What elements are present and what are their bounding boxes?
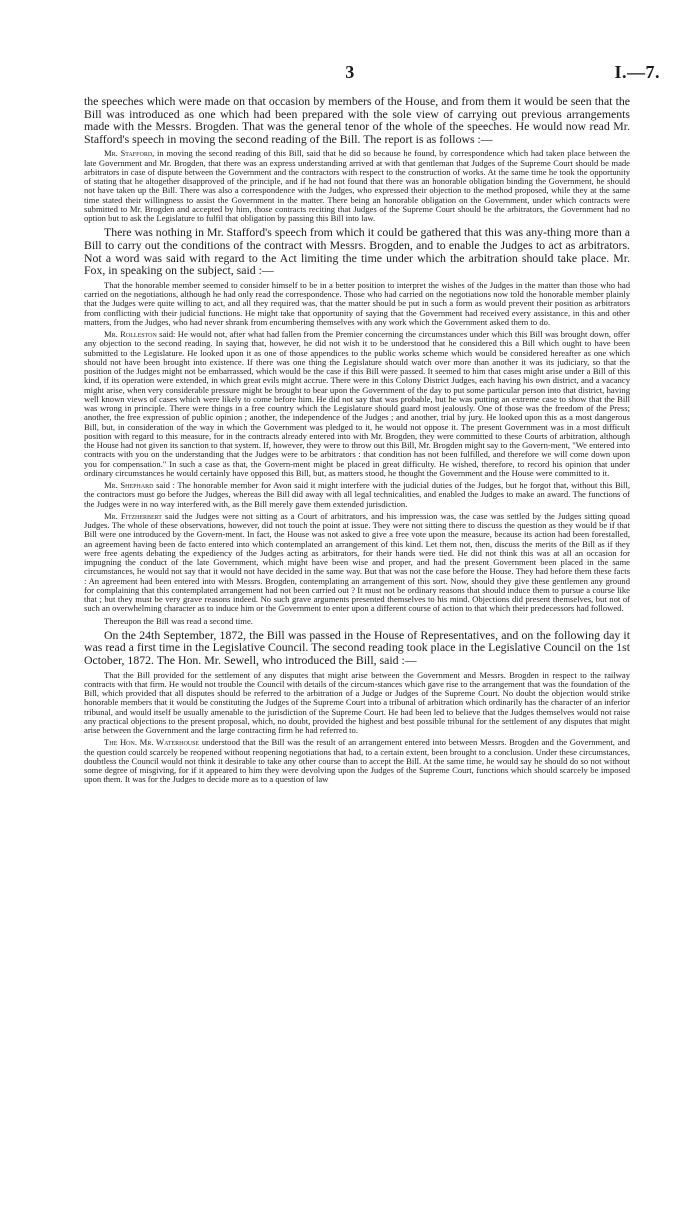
quoted-paragraph: That the honorable member seemed to consider himself to be in a better position to interpret the wishes of the Judges in the matter than those who had carried on the negotiations, although he had only read the correspondence. Those who had carried on the negotiations now told the honorable member plainly that the Judges were quite willing to act, and all they required was, that the matter should be put in such a form as would prevent their position as arbitrators from conflicting with their judicial functions. He might take that opportunity of saying that the Government had received every assistance, in this and other matters, from the Judges, who had never shrank from encumbering themselves with any work which the Government asked them to do. — [84, 279, 630, 327]
speaker-name: Mr. Shephard — [104, 480, 154, 490]
quoted-paragraph — [84, 149, 630, 223]
paragraph-text: said: He would not, after what had fallen from the Premier concerning the circumstances under which this Bill was brought down, offer any objection to the second reading. In saying that, however, he did not wish it to be understood that he considered this a Bill which ought to have been submitted to the Legislature. He looked upon it as one of those appendices to the public works scheme which would be considered hereafter as one which should not have been brought into existence. If there was one thing the Legislature should watch over more than another it was its judiciary, so that the position of the Judges might not be embarrassed, which would be the case if this Bill were passed. It seemed to him that cases might arise under a Bill of this kind, if its operation were extended, in which great evils might accrue. There were in this Colony District Judges, each having his own district, and a vacancy might arise, when very considerable pressure might be brought to bear upon the Government of the day to put some particular person into that district, having well known views of cases which were likely to come before him. He did not say that was probable, but he was putting an extreme case to show that the Bill was wrong in principle. There were things in a free country which the Legislature should guard most jealously. One of those was the freedom of the Press; another, the free expression of public opinion ; another, the independence of the Judges ; and another, trial by jury. He looked upon this as a most dangerous Bill, but, in consideration of the way in which the Government was pledged to it, he would not oppose it. The present Government was in a most difficult position with regard to this measure, for in the contracts already entered into with Mr. Brogden, they were committed to these Courts of arbitration, although the House had not given its sanction to that system. If, however, they were to throw out this Bill, Mr. Brogden might say to the Govern-ment, "We entered into contracts with you on the understanding that the Judges were to be arbitrators : that condition has not been fulfilled, and therefore we will come down upon you for compensation." In such a case as that, the Govern-ment might be placed in great difficulty. He wished, therefore, to record his opinion that under ordinary circumstances he would certainly have opposed this Bill, but, as matters stood, he thought the Government and the House were committed to it. — [84, 329, 630, 478]
quoted-paragraph — [84, 481, 630, 509]
paragraph-text: understood that the Bill was the result of an arrangement entered into between Messrs. Brogden and the Government, and the question could scarcely be reopened without reopening negotiations that had, to a certain extent, been brought to a conclusion. Under these circumstances, doubtless the Council would not think it desirable to take any other course than to accept the Bill. At the same time, he would say he should do so not without some degree of misgiving, for if it appeared to him they were devolving upon the Judges of the Supreme Court, functions which should scarcely be imposed upon them. It was for the Judges to decide more as to a question of law — [84, 737, 630, 785]
speaker-name: The Hon. Mr. Waterhouse — [104, 737, 200, 748]
quoted-paragraph: That the Bill provided for the settlement of any disputes that might arise between the Government and Messrs. Brogden in respect to the railway contracts with that firm. He would not trouble the Council with details of the circum-stances which gave rise to the arrangement that was the foundation of the Bill, which provided that all disputes should be referred to the arbitration of a Judge or Judges of the Supreme Court. No doubt the objection would strike honorable members that it would be constituting the Judges of the Supreme Court into a tribunal of arbitration which ordinarily has the character of an inferior tribunal, and would itself be usually amenable to the jurisdiction of the Supreme Court. He had been led to believe that the Judges themselves would not raise any practical objections to the present proposal, which, no doubt, provided the highest and best possible tribunal for the settlement of any disputes that might arise between the Government and the large contracting firm he had referred to. — [84, 669, 630, 736]
speaker-name: Mr. Rolleston — [104, 329, 157, 339]
document-body — [84, 95, 630, 788]
page-number: 3 — [345, 62, 355, 82]
document-reference: I.—7. — [614, 62, 660, 82]
paragraph-text: said the Judges were not sitting as a Court of arbitrators, and his impression was, the case was settled by the Judges sitting quoad Judges. The whole of these observations, however, did not touch the point at issue. They were not sitting there to discuss the question as they would be if that Bill were one introduced by the Govern-ment. In fact, the House was not asked to give a free vote upon the measure, because its action had been forestalled, an agreement having been de facto entered into which contemplated an arrangement of this kind. Let them not, then, discuss the merits of the Bill as if they were free agents debating the expediency of the Judges acting as arbitrators, for their hands were tied. He did not think this was at all an occasion for impugning the conduct of the late Government, which might have been wise and proper, and had the present Government been placed in the same circumstances, he would not say that it would not have decided in the same way. But that was not the case before the House. They had before them these facts : An agreement had been entered into with Messrs. Brogden, contemplating an arrangement of this sort. Now, should they give these gentlemen any ground for complaining that this contemplated arrangement had not been carried out ? It must not be ordinary reasons that should induce them to pursue a course like that ; but they must be very grave reasons indeed. No such grave arguments presented themselves to his mind. Objections did present themselves, but not of such an overwhelming character as to induce him or the Government to enter upon a different course of action to that which their predecessors had followed. — [84, 510, 630, 614]
quoted-paragraph — [84, 512, 630, 614]
paragraph: On the 24th September, 1872, the Bill was passed in the House of Representatives, and on the following day it was read a first time in the Legislative Council. The second reading took place in the Legislative Council on the 1st October, 1872. The Hon. Mr. Sewell, who introduced the Bill, said :— — [84, 627, 630, 667]
paragraph: There was nothing in Mr. Stafford's speech from which it could be gathered that this was any-thing more than a Bill to carry out the conditions of the contract with Messrs. Brogden, and to enable the Judges to act as arbitrators. Not a word was said with regard to the Act limiting the time under which the arbitration should take place. Mr. Fox, in speaking on the subject, said :— — [84, 225, 630, 278]
speaker-name: Mr. Stafford — [104, 148, 153, 159]
quoted-paragraph: Thereupon the Bill was read a second time. — [104, 615, 253, 626]
paragraph-text: said : The honorable member for Avon said it might interfere with the judicial duties of the Judges, but he forgot that, without this Bill, the contractors must go before the Judges, whereas the Bill did away with all legal technicalities, and enabled the Judges to make an award. The functions of the Judges were in no way interfered with, as the Bill merely gave them extended jurisdiction. — [84, 480, 630, 509]
speaker-name: Mr. Fitzherbert — [104, 510, 162, 521]
paragraph: the speeches which were made on that occasion by members of the House, and from them it would be seen that the Bill was introduced as one which had been prepared with the sole view of carrying out previous arrangements made with the Messrs. Brogden. That was the general tenor of the whole of the speeches. He would now read Mr. Stafford's speech in moving the second reading of the Bill. The report is as follows :— — [84, 94, 630, 146]
paragraph-text: , in moving the second reading of this Bill, said that he did so because he found, by correspondence which had taken place between the late Government and Mr. Brogden, that there was an express understanding arrived at with that gentleman that Judges of the Supreme Court should be made arbitrators in case of dispute between the Government and the contractors with respect to the construction of works. At the same time he took the opportunity of stating that he altogether disapproved of the principle, and if he had not found that there was an honorable obligation binding the Government, he should not have taken up the Bill. There was also a correspondence with the Judges, who expressed their objection to the method proposed, while they at the same time stated their willingness to assist the Government in the matter. There being an honorable obligation on the Government, under which contracts were submitted to Mr. Brogden and accepted by him, those contracts reciting that Judges of the Supreme Court should be the arbitrators, the Government had no option but to ask the Legislature to fulfil that obligation by passing this Bill into law. — [84, 148, 630, 224]
quoted-paragraph — [84, 738, 630, 784]
quoted-paragraph — [84, 330, 630, 478]
